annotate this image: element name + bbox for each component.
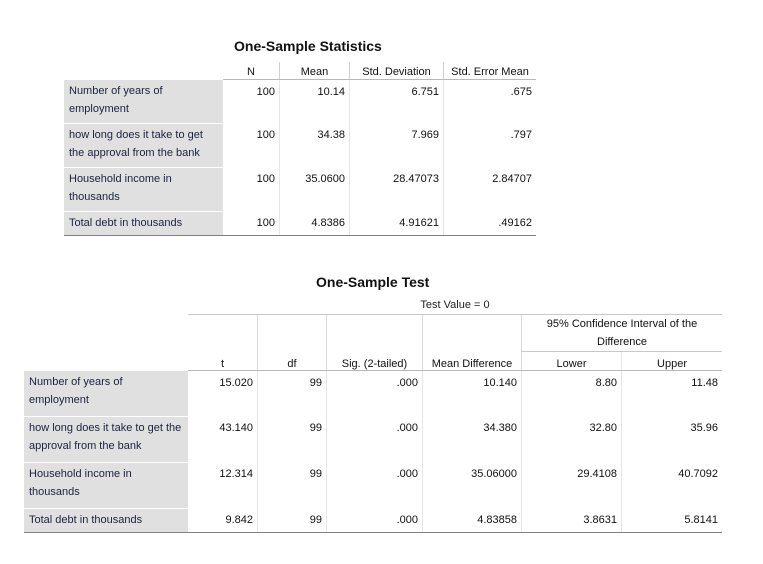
header-sig: Sig. (2-tailed)	[327, 352, 423, 371]
cell-std-error-mean: 2.84707	[444, 167, 537, 211]
header-t: t	[188, 352, 258, 371]
cell-mean: 34.38	[280, 123, 350, 167]
table-row	[24, 371, 722, 417]
test-corner-cell	[24, 296, 188, 315]
stats-header-row	[64, 62, 536, 80]
ci-header-row	[24, 315, 722, 352]
one-sample-test-table	[24, 296, 722, 533]
table-row	[24, 508, 722, 532]
cell-df: 99	[258, 416, 327, 462]
row-label: Number of years of employment	[64, 80, 223, 124]
blank-cell	[24, 315, 188, 352]
table-row	[64, 123, 536, 167]
table-row	[24, 416, 722, 462]
cell-mean: 10.14	[280, 80, 350, 124]
table-row	[24, 462, 722, 508]
header-mean-difference: Mean Difference	[423, 352, 522, 371]
table-row	[64, 211, 536, 235]
blank-cell	[423, 315, 522, 352]
cell-n: 100	[256, 129, 275, 141]
header-mean: Mean	[280, 62, 350, 80]
cell-t: 43.140	[219, 422, 253, 434]
cell-lower: 32.80	[522, 416, 622, 462]
header-std-deviation: Std. Deviation	[350, 62, 444, 80]
cell-n: 100	[256, 86, 275, 98]
test-value-label: Test Value = 0	[188, 296, 722, 315]
row-label: Total debt in thousands	[64, 211, 223, 235]
blank-cell	[327, 315, 423, 352]
cell-t: 9.842	[188, 508, 258, 532]
cell-sig: .000	[327, 416, 423, 462]
header-std-error-mean: Std. Error Mean	[444, 62, 537, 80]
row-label: how long does it take to get the approval from the bank	[24, 416, 188, 462]
row-label: Household income in thousands	[64, 167, 223, 211]
cell-std-deviation: 4.91621	[350, 211, 444, 235]
cell-std-error-mean: .797	[444, 123, 537, 167]
cell-mean: 35.0600	[280, 167, 350, 211]
cell-df: 99	[258, 508, 327, 532]
cell-lower: 3.8631	[522, 508, 622, 532]
cell-df: 99	[258, 371, 327, 417]
cell-n: 100	[223, 211, 280, 235]
row-label: Total debt in thousands	[24, 508, 188, 532]
cell-n: 100	[256, 173, 275, 185]
cell-lower: 29.4108	[522, 462, 622, 508]
test-title: One-Sample Test	[316, 274, 430, 290]
table-row	[64, 80, 536, 124]
blank-cell	[188, 315, 258, 352]
cell-sig: .000	[327, 462, 423, 508]
header-n: N	[223, 62, 280, 80]
cell-mean: 4.8386	[280, 211, 350, 235]
cell-std-deviation: 28.47073	[350, 167, 444, 211]
cell-mean-difference: 4.83858	[423, 508, 522, 532]
row-label: how long does it take to get the approval from the bank	[64, 123, 223, 167]
table-row	[64, 167, 536, 211]
cell-std-error-mean: .49162	[444, 211, 537, 235]
cell-t: 12.314	[219, 468, 253, 480]
cell-upper: 11.48	[622, 371, 723, 417]
cell-lower: 8.80	[522, 371, 622, 417]
test-header-row	[24, 352, 722, 371]
cell-std-deviation: 7.969	[350, 123, 444, 167]
cell-upper: 35.96	[622, 416, 723, 462]
row-label: Number of years of employment	[24, 371, 188, 417]
stats-title: One-Sample Statistics	[234, 38, 382, 54]
cell-mean-difference: 10.140	[423, 371, 522, 417]
header-df: df	[258, 352, 327, 371]
cell-t: 15.020	[219, 377, 253, 389]
cell-mean-difference: 35.06000	[423, 462, 522, 508]
cell-upper: 40.7092	[622, 462, 723, 508]
header-upper: Upper	[622, 352, 723, 371]
cell-mean-difference: 34.380	[423, 416, 522, 462]
cell-df: 99	[258, 462, 327, 508]
blank-cell	[258, 315, 327, 352]
cell-std-error-mean: .675	[444, 80, 537, 124]
cell-sig: .000	[327, 508, 423, 532]
cell-upper: 5.8141	[622, 508, 723, 532]
blank-cell	[24, 352, 188, 371]
cell-sig: .000	[327, 371, 423, 417]
ci-header: 95% Confidence Interval of the Difference	[522, 315, 723, 352]
cell-std-deviation: 6.751	[350, 80, 444, 124]
test-value-row	[24, 296, 722, 315]
one-sample-statistics-table	[64, 62, 536, 236]
row-label: Household income in thousands	[24, 462, 188, 508]
header-lower: Lower	[522, 352, 622, 371]
stats-corner-cell	[64, 62, 223, 80]
